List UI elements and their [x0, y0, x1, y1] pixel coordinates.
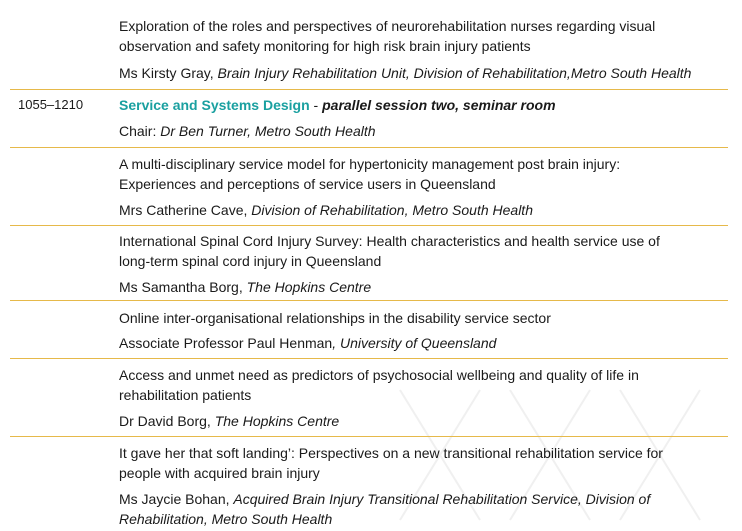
divider	[10, 300, 728, 301]
presenter-affiliation: Brain Injury Rehabilitation Unit, Division of Rehabilitation,Metro South Health	[217, 65, 692, 81]
presenter-affiliation: The Hopkins Centre	[246, 279, 372, 295]
session-time: 1055–1210	[18, 97, 84, 112]
presenter-name: Ms Jaycie Bohan,	[119, 491, 234, 507]
divider	[10, 436, 728, 437]
session-description: parallel session two, seminar room	[322, 97, 556, 113]
talk-title-line2: people with acquired brain injury	[119, 465, 320, 481]
presenter	[119, 200, 533, 220]
talk-title: It gave her that soft landing’: Perspectives on a new transitional rehabilitation service for	[119, 445, 663, 461]
divider	[10, 147, 728, 148]
presenter-name: Ms Kirsty Gray,	[119, 65, 218, 81]
presenter	[119, 489, 650, 509]
presenter-name: Dr David Borg,	[119, 413, 215, 429]
session-name: Service and Systems Design	[119, 97, 310, 113]
session-chair	[119, 121, 376, 141]
presenter-affiliation: The Hopkins Centre	[214, 413, 340, 429]
presenter-name: Mrs Catherine Cave,	[119, 202, 252, 218]
presenter	[119, 411, 339, 431]
talk-title: Exploration of the roles and perspectives of neurorehabilitation nurses regarding visual	[119, 18, 656, 34]
divider	[10, 358, 728, 359]
talk-title-line2: observation and safety monitoring for high risk brain injury patients	[119, 38, 531, 54]
talk-title-line2: Experiences and perceptions of service users in Queensland	[119, 176, 496, 192]
presenter-name: Associate Professor Paul Henman	[119, 335, 333, 351]
talk-title: Access and unmet need as predictors of psychosocial wellbeing and quality of life in	[119, 367, 639, 383]
presenter	[119, 63, 691, 83]
talk-title-line2: long-term spinal cord injury in Queensland	[119, 253, 382, 269]
presenter-affiliation: Acquired Brain Injury Transitional Rehabilitation Service, Division of	[233, 491, 651, 507]
session-title	[119, 95, 556, 115]
presenter-name: Ms Samantha Borg,	[119, 279, 247, 295]
presenter-affiliation-line2: Rehabilitation, Metro South Health	[119, 511, 333, 527]
divider	[10, 89, 728, 90]
chair-name: Dr Ben Turner, Metro South Health	[160, 123, 376, 139]
talk-title: A multi-disciplinary service model for hypertonicity management post brain injury:	[119, 156, 621, 172]
presenter	[119, 333, 496, 353]
presenter-affiliation: , University of Queensland	[332, 335, 497, 351]
session-dash: -	[309, 97, 323, 113]
divider	[10, 225, 728, 226]
talk-title: Online inter-organisational relationships in the disability service sector	[119, 310, 551, 326]
presenter-affiliation: Division of Rehabilitation, Metro South Health	[251, 202, 533, 218]
presenter	[119, 277, 371, 297]
talk-title-line2: rehabilitation patients	[119, 387, 252, 403]
talk-title: International Spinal Cord Injury Survey: Health characteristics and health service use of	[119, 233, 660, 249]
chair-label: Chair:	[119, 123, 161, 139]
